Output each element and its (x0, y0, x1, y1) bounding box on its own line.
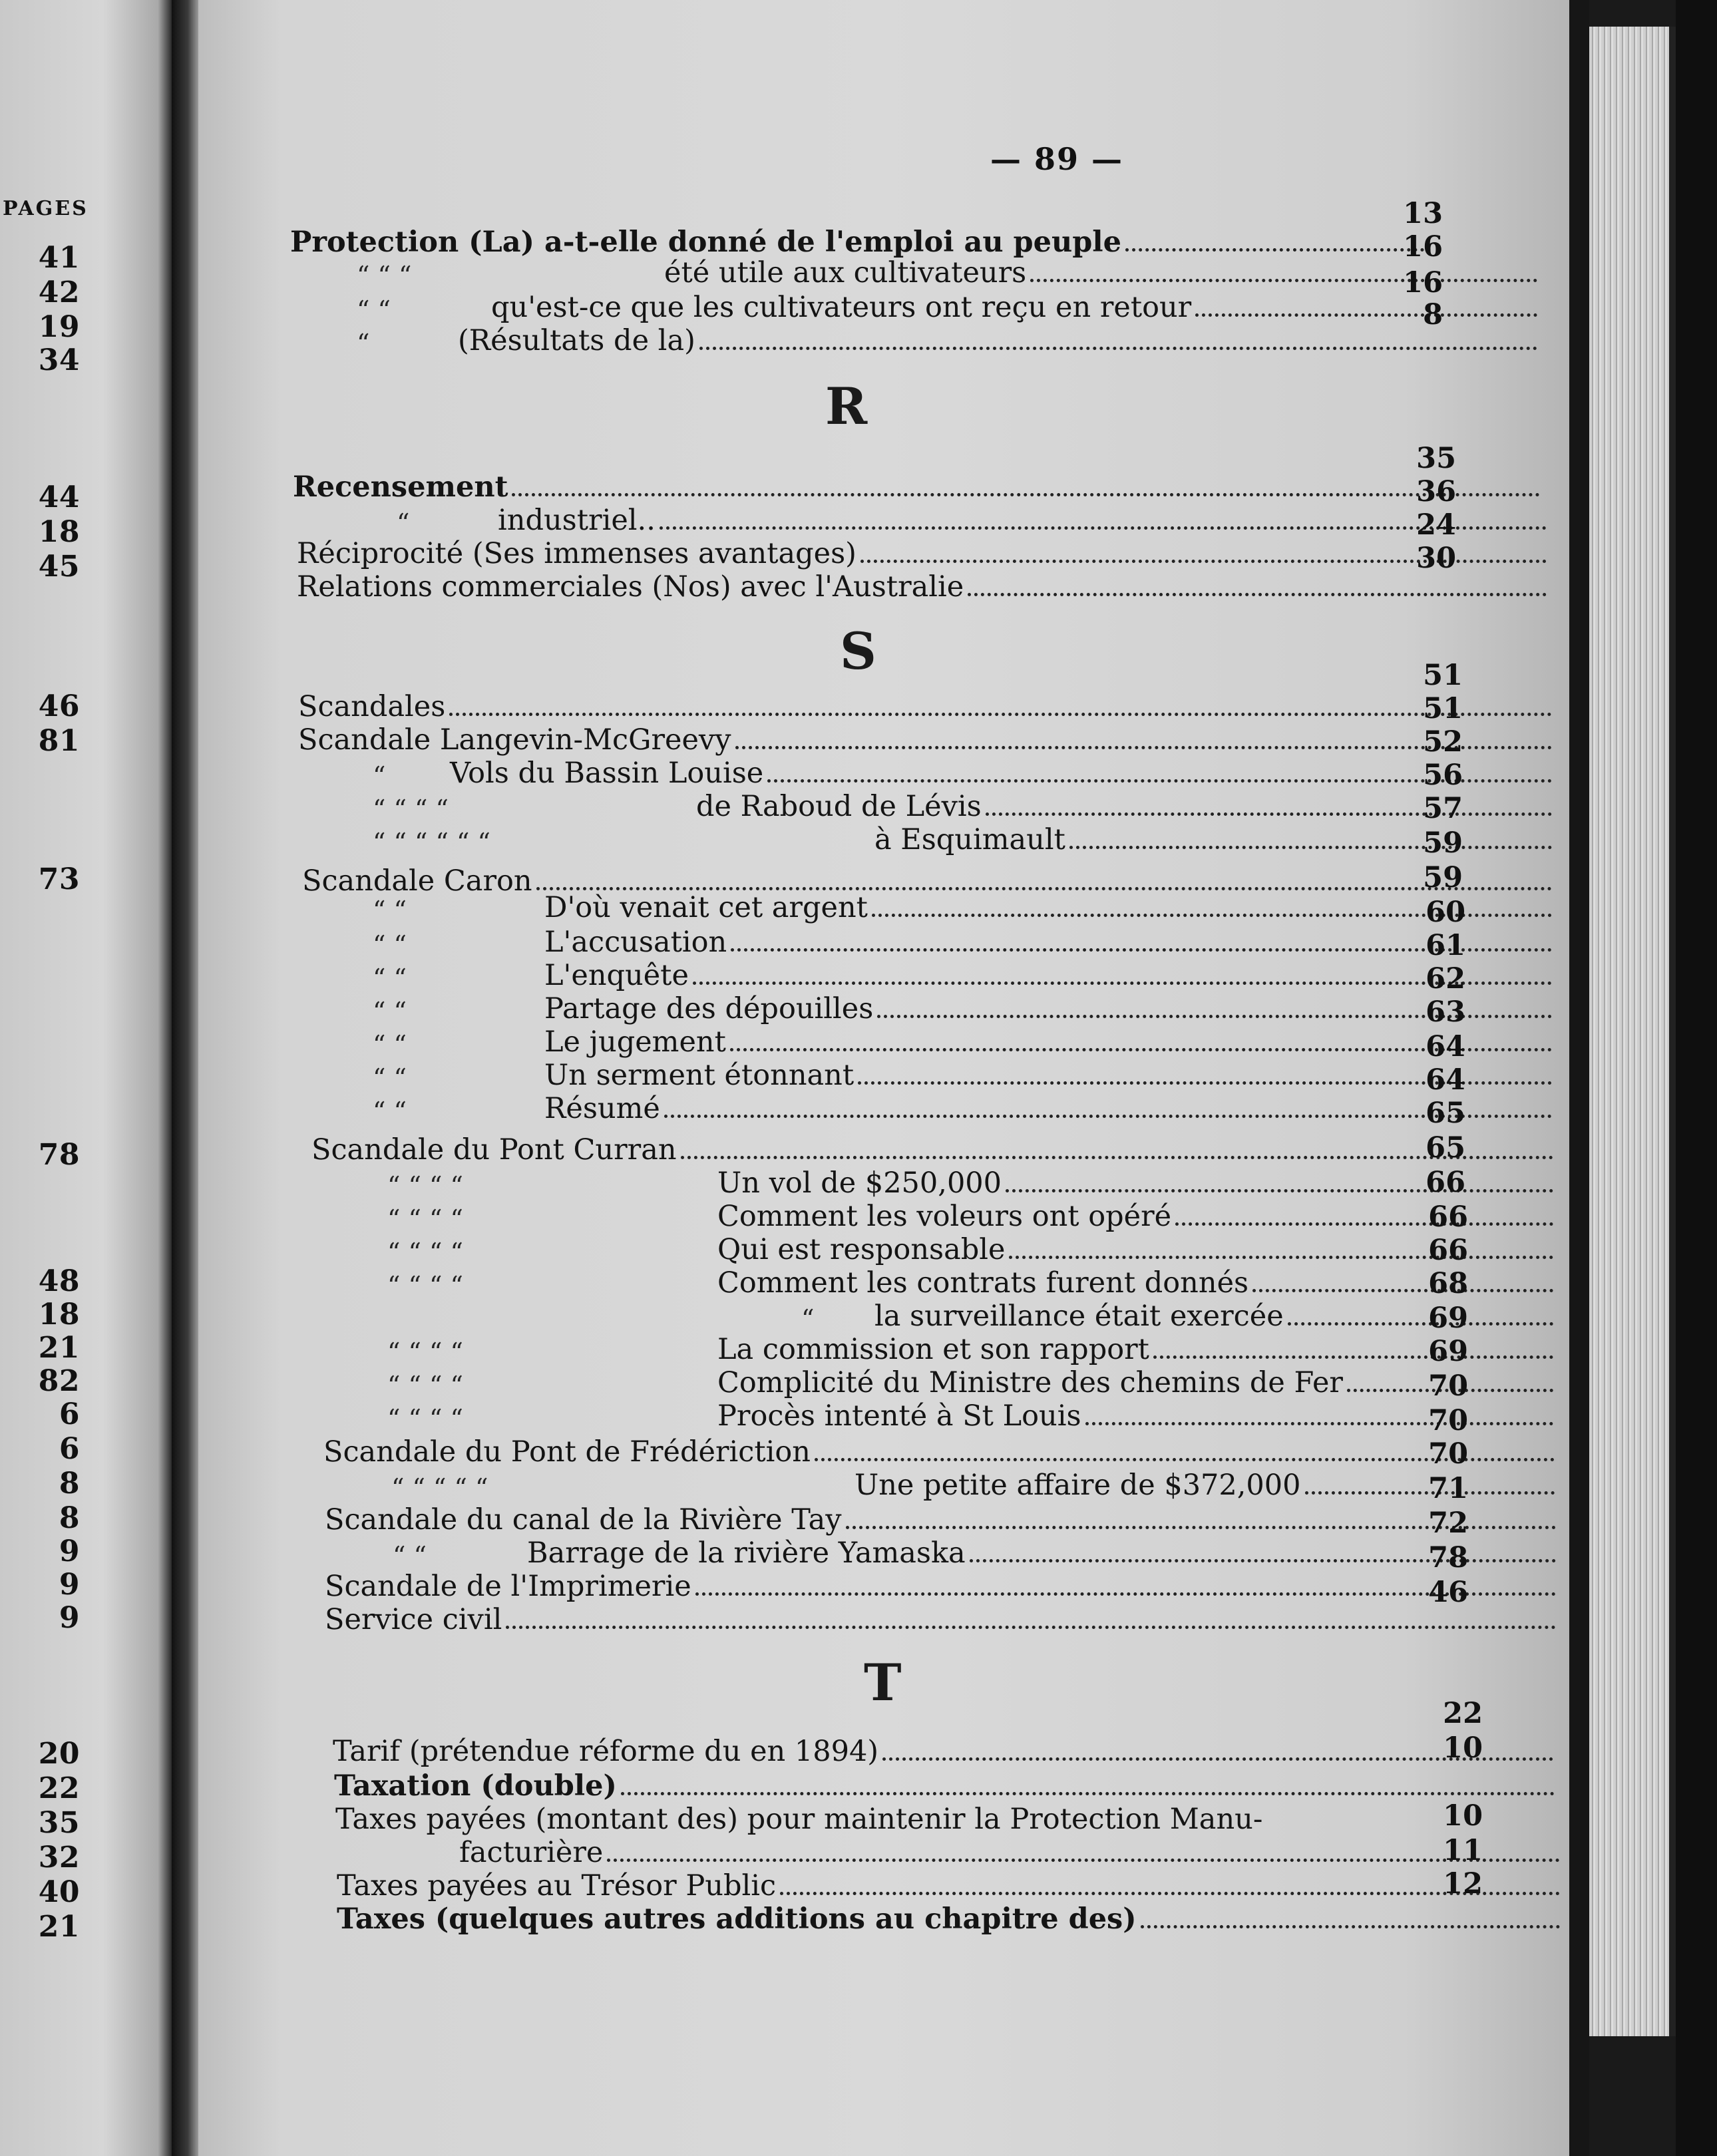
entry-label: la surveillance était exercée (874, 1300, 1284, 1333)
section-letter-s: S (840, 622, 878, 681)
page-ref: 78 (1428, 1541, 1468, 1574)
index-entry (298, 689, 1556, 724)
leader-dots (621, 1792, 1555, 1795)
left-page-number: 48 (38, 1264, 80, 1298)
leader-dots (449, 713, 1552, 716)
index-entry (293, 470, 1544, 504)
entry-label: Vols du Bassin Louise (450, 757, 764, 790)
page-ref: 66 (1428, 1234, 1468, 1267)
left-page-number: 32 (38, 1841, 80, 1875)
entry-label: Complicité du Ministre des chemins de Fer (717, 1366, 1343, 1399)
page-ref: 61 (1426, 929, 1465, 962)
ditto-marks: “ “ (357, 295, 391, 325)
entry-label: La commission et son rapport (717, 1333, 1149, 1366)
page-ref: 16 (1403, 266, 1443, 299)
page-ref: 66 (1426, 1166, 1465, 1199)
section-letter-r: R (825, 377, 869, 436)
index-entry (544, 925, 1556, 960)
facing-page-fragment (0, 0, 172, 2156)
entry-label: L'accusation (544, 926, 727, 959)
ditto-marks: “ “ “ “ (387, 1404, 463, 1433)
page-ref: 64 (1426, 1063, 1465, 1097)
ditto-marks: “ “ (393, 1541, 427, 1570)
index-entry (544, 958, 1556, 993)
entry-label: (Résultats de la) (458, 324, 695, 357)
page-ref: 70 (1428, 1437, 1468, 1471)
leader-dots (512, 493, 1540, 496)
left-page-number: 8 (59, 1467, 80, 1501)
page-ref: 60 (1426, 896, 1465, 929)
index-entry (297, 536, 1551, 571)
ditto-marks: “ “ (373, 1097, 407, 1126)
entry-label: Scandale Caron (302, 864, 532, 898)
book-gutter (172, 0, 198, 2156)
page-ref: 30 (1416, 542, 1456, 575)
left-page-number: 6 (59, 1397, 80, 1431)
ditto-marks: “ “ (373, 997, 407, 1026)
left-page-number: 20 (38, 1737, 80, 1771)
index-entry (333, 1734, 1557, 1769)
ditto-marks: “ “ “ “ (387, 1238, 463, 1267)
index-page (198, 0, 1569, 2156)
leader-dots (1195, 313, 1537, 317)
index-entry (544, 1025, 1556, 1059)
ditto-marks: “ (801, 1304, 815, 1334)
index-entry (544, 1091, 1556, 1126)
ditto-marks: “ “ “ “ (387, 1204, 463, 1234)
entry-label: Tarif (prétendue réforme du en 1894) (333, 1735, 879, 1768)
page-ref: 16 (1403, 230, 1443, 264)
page-ref: 22 (1443, 1697, 1483, 1730)
left-page-number: 21 (38, 1331, 80, 1365)
ditto-marks: “ (357, 329, 370, 358)
index-entry (297, 570, 1551, 604)
page-ref: 56 (1423, 759, 1463, 792)
leader-dots (607, 1859, 1560, 1862)
page-ref: 10 (1443, 1731, 1483, 1765)
entry-label: Relations commerciales (Nos) avec l'Australie (297, 570, 964, 604)
entry-label: Comment les contrats furent donnés (717, 1266, 1249, 1300)
ditto-marks: “ “ “ “ “ “ (373, 828, 490, 857)
index-entry (323, 1435, 1559, 1469)
page-ref: 51 (1423, 692, 1463, 725)
page-ref: 46 (1428, 1576, 1468, 1609)
page-ref: 8 (1423, 298, 1443, 331)
entry-label: Taxes payées (montant des) pour maintenir la Protection Manu- (335, 1803, 1263, 1836)
ditto-marks: “ “ (373, 930, 407, 960)
ditto-marks: “ “ (373, 964, 407, 993)
page-ref: 59 (1423, 861, 1463, 894)
entry-label: D'où venait cet argent (544, 891, 868, 924)
entry-label: Taxes (quelques autres additions au chapitre des) (337, 1902, 1137, 1936)
ditto-marks: “ “ “ “ (387, 1171, 463, 1200)
entry-label: Barrage de la rivière Yamaska (527, 1536, 966, 1570)
ditto-marks: “ “ “ “ (373, 795, 449, 824)
page-ref: 59 (1423, 826, 1463, 860)
page-ref: 63 (1426, 995, 1465, 1029)
ditto-marks: “ “ “ “ (387, 1338, 463, 1367)
entry-label: Protection (La) a-t-elle donné de l'emploi au peuple (290, 226, 1121, 259)
entry-label: qu'est-ce que les cultivateurs ont reçu en retour (491, 291, 1192, 324)
entry-label: Taxes payées au Trésor Public (337, 1869, 777, 1902)
page-ref: 12 (1443, 1867, 1483, 1900)
page-ref: 64 (1426, 1030, 1465, 1063)
index-entry (334, 1769, 1559, 1803)
ditto-marks: “ “ “ “ “ (391, 1473, 488, 1503)
entry-label: Scandale du canal de la Rivière Tay (325, 1503, 842, 1536)
left-page-number: 41 (38, 241, 80, 275)
index-entry (337, 1869, 1564, 1903)
index-entry (290, 225, 1435, 260)
index-entry (337, 1902, 1564, 1936)
left-page-number: 40 (38, 1875, 80, 1909)
entry-label: Scandale Langevin-McGreevy (298, 723, 731, 757)
left-page-number: 46 (38, 689, 80, 723)
ditto-marks: “ “ (373, 1030, 407, 1059)
pages-header: PAGES (3, 197, 89, 220)
leader-dots (1069, 846, 1552, 849)
left-page-number: 22 (38, 1771, 80, 1805)
page-ref: 66 (1428, 1200, 1468, 1234)
left-page-number: 9 (59, 1568, 80, 1602)
index-entry (298, 723, 1556, 757)
index-entry (544, 890, 1556, 925)
left-page-number: 21 (38, 1910, 80, 1944)
page-ref: 70 (1428, 1369, 1468, 1403)
leader-dots (506, 1626, 1556, 1629)
entry-label: facturière (459, 1836, 604, 1869)
page-ref: 13 (1403, 197, 1443, 230)
entry-label: Le jugement (544, 1025, 726, 1059)
entry-label: Un vol de $250,000 (717, 1167, 1002, 1200)
page-ref: 11 (1443, 1834, 1483, 1867)
ditto-marks: “ “ “ “ (387, 1371, 463, 1400)
entry-label: Résumé (544, 1092, 660, 1125)
entry-label: Réciprocité (Ses immenses avantages) (297, 537, 857, 570)
entry-label: Une petite affaire de $372,000 (855, 1469, 1301, 1502)
ditto-marks: “ “ (373, 1063, 407, 1093)
background-dark (1676, 0, 1717, 2156)
entry-label: L'enquête (544, 959, 689, 992)
index-entry (458, 323, 1541, 358)
entry-label: Scandale de l'Imprimerie (325, 1570, 691, 1603)
entry-label: industriel.. (498, 504, 656, 537)
left-page-number: 18 (38, 515, 80, 549)
ditto-marks: “ (373, 761, 386, 791)
left-page-number: 9 (59, 1601, 80, 1635)
leader-dots (1175, 1222, 1553, 1226)
page-ref: 36 (1416, 475, 1456, 508)
page-ref: 57 (1423, 792, 1463, 825)
index-entry (311, 1133, 1557, 1167)
left-page-number: 35 (38, 1806, 80, 1840)
ditto-marks: “ (397, 508, 410, 538)
left-page-number: 44 (38, 480, 80, 514)
entry-label: Comment les voleurs ont opéré (717, 1200, 1172, 1233)
left-page-number: 73 (38, 862, 80, 896)
ditto-marks: “ “ “ “ (387, 1271, 463, 1300)
page-edge-shadow (1569, 0, 1589, 2156)
left-page-number: 34 (38, 343, 80, 377)
left-page-number: 19 (38, 310, 80, 344)
leader-dots (1085, 1422, 1553, 1425)
index-entry (459, 1835, 1564, 1870)
left-page-number: 9 (59, 1534, 80, 1568)
entry-label: Scandales (298, 690, 446, 723)
leader-dots (1006, 1189, 1553, 1192)
index-entry (527, 1536, 1560, 1570)
leader-dots (1009, 1256, 1553, 1259)
page-ref: 65 (1426, 1131, 1465, 1165)
entry-label: de Raboud de Lévis (696, 790, 982, 823)
left-page-number: 82 (38, 1364, 80, 1398)
index-entry (498, 503, 1551, 538)
entry-label: Scandale du Pont Curran (311, 1133, 677, 1167)
page-ref: 62 (1426, 962, 1465, 995)
left-page-number: 42 (38, 275, 80, 309)
entry-label: Taxation (double) (334, 1769, 617, 1803)
page-ref: 35 (1416, 442, 1456, 475)
section-letter-t: T (864, 1653, 903, 1712)
entry-label: Scandale du Pont de Frédériction (323, 1435, 811, 1469)
entry-label: Un serment étonnant (544, 1059, 855, 1092)
page-number: — 89 — (990, 141, 1124, 177)
index-entry (544, 1058, 1556, 1093)
page-ref: 10 (1443, 1799, 1483, 1833)
index-entry (450, 756, 1556, 791)
leader-dots (1252, 1289, 1553, 1292)
entry-label: Procès intenté à St Louis (717, 1399, 1081, 1433)
left-page-number: 18 (38, 1298, 80, 1332)
left-page-number: 6 (59, 1432, 80, 1466)
page-ref: 68 (1428, 1267, 1468, 1300)
leader-dots (968, 593, 1547, 596)
entry-label: Partage des dépouilles (544, 992, 874, 1025)
page-ref: 72 (1428, 1507, 1468, 1540)
index-entry (325, 1503, 1560, 1537)
leader-dots (1141, 1925, 1560, 1928)
page-ref: 24 (1416, 508, 1456, 542)
page-ref: 70 (1428, 1404, 1468, 1437)
entry-label: Service civil (325, 1603, 502, 1636)
page-ref: 69 (1428, 1335, 1468, 1368)
index-entry (325, 1602, 1560, 1637)
ditto-marks: “ “ (373, 896, 407, 925)
ditto-marks: “ “ “ (357, 261, 412, 290)
leader-dots (1030, 279, 1537, 282)
page-ref: 69 (1428, 1302, 1468, 1335)
entry-label: été utile aux cultivateurs (664, 256, 1027, 289)
left-page-number: 8 (59, 1501, 80, 1535)
page-ref: 51 (1423, 659, 1463, 692)
index-entry (335, 1802, 1567, 1837)
index-entry (325, 1569, 1560, 1604)
page-ref: 65 (1426, 1097, 1465, 1130)
left-page-number: 45 (38, 550, 80, 584)
entry-label: Recensement (293, 470, 508, 504)
entry-label: à Esquimault (874, 823, 1065, 856)
page-ref: 52 (1423, 725, 1463, 759)
leader-dots (986, 812, 1552, 816)
leader-dots (1153, 1355, 1553, 1359)
left-page-number: 78 (38, 1138, 80, 1172)
entry-label: Qui est responsable (717, 1233, 1006, 1266)
page-ref: 71 (1428, 1472, 1468, 1505)
index-entry (544, 991, 1556, 1026)
page-stack-edge (1589, 27, 1676, 2036)
leader-dots (699, 347, 1537, 350)
left-page-number: 81 (38, 724, 80, 758)
